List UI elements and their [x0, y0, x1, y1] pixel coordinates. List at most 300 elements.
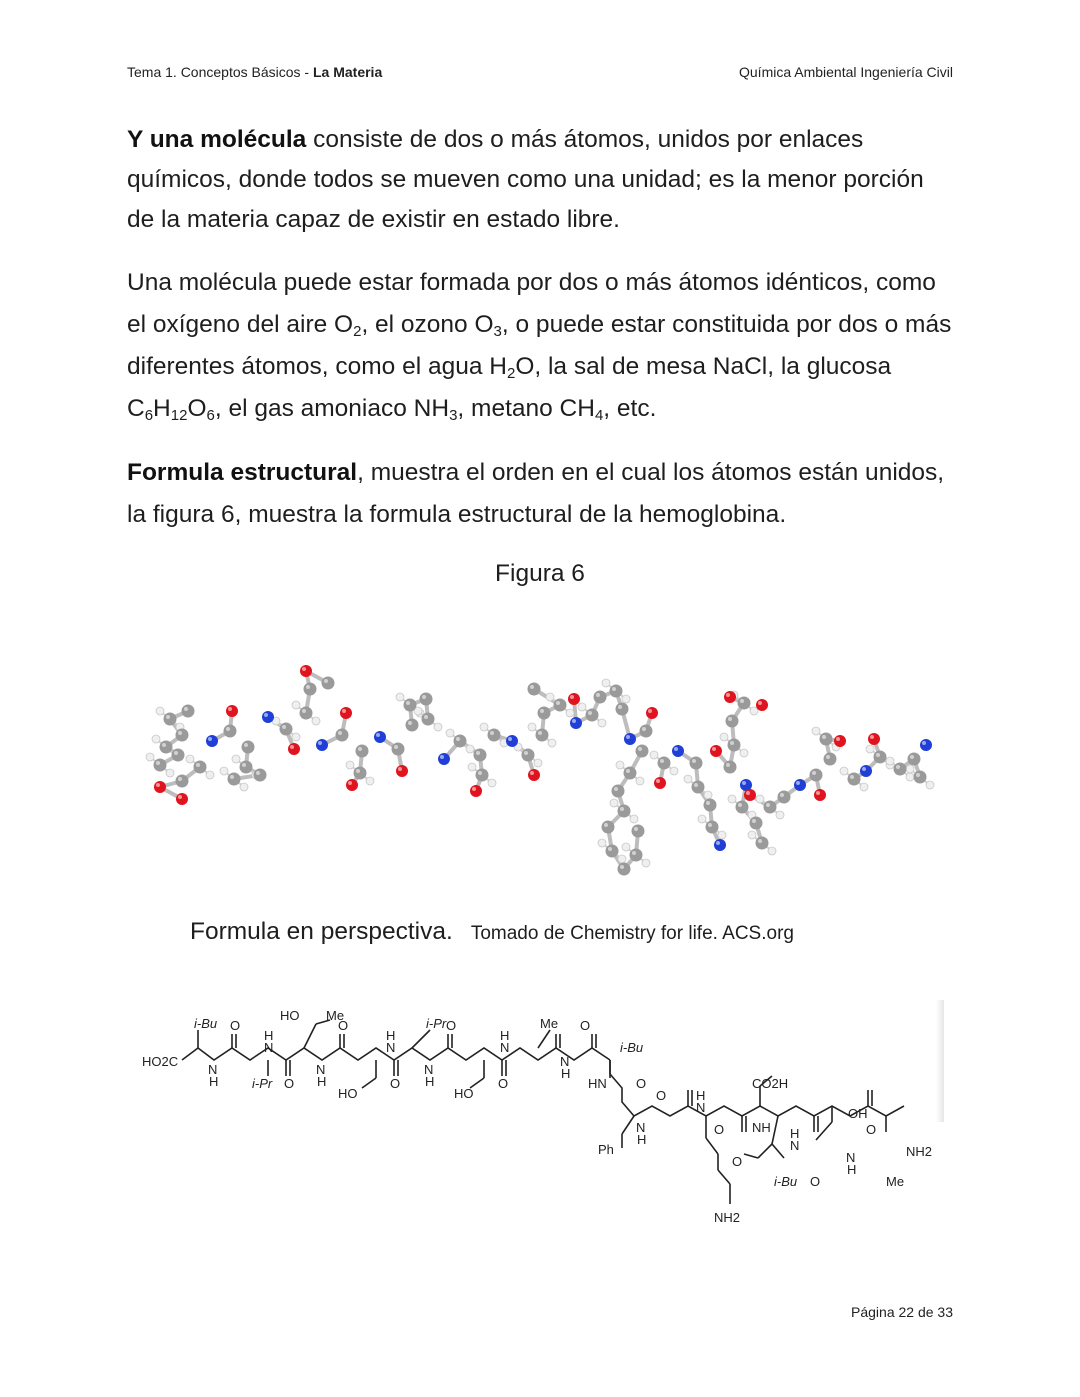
- atom-highlight: [648, 709, 652, 713]
- hydrogen-atom: [598, 839, 606, 847]
- subscript: 6: [206, 407, 215, 424]
- carbon-atom: [228, 773, 241, 786]
- structural-formula-term: Formula estructural: [127, 459, 358, 486]
- carbon-atom: [488, 729, 501, 742]
- label-n: N: [208, 1062, 218, 1077]
- atom-highlight: [632, 851, 636, 855]
- oxygen-atom: [646, 707, 658, 719]
- carbon-atom: [454, 735, 467, 748]
- carbon-atom: [356, 745, 369, 758]
- atom-highlight: [916, 773, 920, 777]
- label-nh: NH: [752, 1120, 771, 1135]
- carbon-atom: [154, 759, 167, 772]
- label-n: N: [386, 1040, 396, 1055]
- label-ho-1: HO: [280, 1008, 300, 1023]
- label-ibu-3: i-Bu: [774, 1174, 798, 1189]
- text: Una molécula puede estar formada por dos o más átomos idénticos, como el oxígeno del aire O: [127, 269, 936, 338]
- label-o: O: [284, 1076, 295, 1091]
- atom-highlight: [876, 753, 880, 757]
- carbon-atom: [610, 685, 623, 698]
- atom-highlight: [478, 771, 482, 775]
- label-n: N: [636, 1120, 646, 1135]
- carbon-atom: [182, 705, 195, 718]
- hydrogen-atom: [670, 767, 678, 775]
- hydrogen-atom: [622, 843, 630, 851]
- atom-highlight: [398, 767, 402, 771]
- atom-highlight: [358, 747, 362, 751]
- nitrogen-atom: [672, 745, 684, 757]
- label-n: N: [500, 1040, 510, 1055]
- paragraph-examples: [127, 262, 957, 430]
- nitrogen-atom: [206, 735, 218, 747]
- carbon-atom: [616, 703, 629, 716]
- oxygen-atom: [724, 691, 736, 703]
- carbon-atom: [724, 761, 737, 774]
- subscript: 2: [353, 323, 362, 340]
- oxygen-atom: [154, 781, 166, 793]
- label-h: H: [264, 1028, 274, 1043]
- label-o: O: [230, 1018, 241, 1033]
- atom-highlight: [306, 685, 310, 689]
- label-ho-2: HO: [338, 1086, 358, 1101]
- carbon-atom: [618, 863, 631, 876]
- carbon-atom: [692, 781, 705, 794]
- hydrogen-atom: [548, 739, 556, 747]
- figure-title: Figura 6: [495, 560, 585, 587]
- subscript: 2: [506, 365, 516, 382]
- text: O: [187, 395, 207, 422]
- carbon-atom: [810, 769, 823, 782]
- atom-highlight: [422, 695, 426, 699]
- hydrogen-atom: [366, 777, 374, 785]
- hydrogen-atom: [446, 729, 454, 737]
- atom-highlight: [162, 743, 166, 747]
- label-oh: OH: [848, 1106, 868, 1121]
- subscript: 3: [449, 407, 458, 424]
- atom-highlight: [642, 727, 646, 731]
- atom-highlight: [746, 791, 750, 795]
- carbon-atom: [632, 825, 645, 838]
- nitrogen-atom: [438, 753, 450, 765]
- label-h: H: [696, 1088, 706, 1103]
- nitrogen-atom: [570, 717, 582, 729]
- label-o: O: [580, 1018, 591, 1033]
- atom-highlight: [706, 801, 710, 805]
- atom-highlight: [862, 767, 866, 771]
- oxygen-atom: [710, 745, 722, 757]
- text: , el ozono O: [361, 311, 494, 338]
- oxygen-atom: [226, 705, 238, 717]
- label-ipr-2: i-Pr: [426, 1016, 447, 1031]
- text: , o puede estar constituida por dos o más diferentes átomos, como el agua H: [127, 311, 952, 380]
- header-topic-bold: La Materia: [312, 64, 383, 80]
- nitrogen-atom: [374, 731, 386, 743]
- paragraph-molecule: [127, 120, 957, 240]
- carbon-atom: [164, 713, 177, 726]
- hydrogen-atom: [886, 757, 894, 765]
- atom-highlight: [208, 737, 212, 741]
- hydrogen-atom: [622, 695, 630, 703]
- text: , metano CH: [457, 395, 595, 422]
- atom-highlight: [726, 763, 730, 767]
- atom-highlight: [692, 759, 696, 763]
- atom-highlight: [156, 761, 160, 765]
- hydrogen-atom: [684, 775, 692, 783]
- atom-highlight: [620, 807, 624, 811]
- atom-highlight: [604, 823, 608, 827]
- carbon-atom: [528, 683, 541, 696]
- carbon-atom: [612, 785, 625, 798]
- header-course: Química Ambiental Ingeniería Civil: [739, 64, 953, 80]
- atom-highlight: [156, 783, 160, 787]
- atom-highlight: [626, 769, 630, 773]
- carbon-atom: [764, 801, 777, 814]
- label-co2h: CO2H: [752, 1076, 789, 1091]
- atom-highlight: [348, 781, 352, 785]
- atom-highlight: [752, 819, 756, 823]
- label-o: O: [714, 1122, 725, 1137]
- label-me-3: Me: [886, 1174, 905, 1189]
- hydrogen-atom: [534, 759, 542, 767]
- atom-highlight: [228, 707, 232, 711]
- atom-highlight: [896, 765, 900, 769]
- carbon-atom: [606, 845, 619, 858]
- carbon-atom: [586, 709, 599, 722]
- nitrogen-atom: [714, 839, 726, 851]
- text: O, la sal de mesa NaCl, la glucosa C: [127, 353, 892, 422]
- atom-highlight: [524, 751, 528, 755]
- carbon-atom: [304, 683, 317, 696]
- hydrogen-atom: [748, 831, 756, 839]
- atom-highlight: [490, 731, 494, 735]
- atom-highlight: [614, 787, 618, 791]
- atom-highlight: [726, 693, 730, 697]
- carbon-atom: [404, 699, 417, 712]
- label-o: O: [390, 1076, 401, 1091]
- oxygen-atom: [340, 707, 352, 719]
- atom-highlight: [440, 755, 444, 759]
- label-n: N: [790, 1138, 800, 1153]
- label-o: O: [338, 1018, 349, 1033]
- label-me-1: Me: [326, 1008, 345, 1023]
- hydrogen-atom: [602, 679, 610, 687]
- carbon-atom: [522, 749, 535, 762]
- label-n: N: [560, 1054, 570, 1069]
- atom-highlight: [318, 741, 322, 745]
- image-edge-shadow: [936, 1000, 944, 1122]
- carbon-atom: [172, 749, 185, 762]
- subscript: 4: [594, 407, 604, 424]
- subscript: 3: [493, 323, 502, 340]
- hydrogen-atom: [720, 733, 728, 741]
- carbon-atom: [242, 741, 255, 754]
- hydrogen-atom: [768, 847, 776, 855]
- label-ph: Ph: [598, 1142, 614, 1157]
- atom-highlight: [656, 779, 660, 783]
- carbon-atom: [336, 729, 349, 742]
- subscript: 12: [170, 407, 188, 424]
- nitrogen-atom: [794, 779, 806, 791]
- label-h: H: [317, 1074, 327, 1089]
- atom-highlight: [174, 751, 178, 755]
- atom-highlight: [740, 699, 744, 703]
- label-n: N: [316, 1062, 326, 1077]
- nitrogen-atom: [920, 739, 932, 751]
- hydrogen-atom: [906, 765, 914, 773]
- atom-highlight: [730, 741, 734, 745]
- hydrogen-atom: [312, 717, 320, 725]
- atom-highlight: [556, 701, 560, 705]
- carbon-atom: [594, 691, 607, 704]
- carbon-atom: [750, 817, 763, 830]
- atom-highlight: [256, 771, 260, 775]
- skeletal-formula: [140, 998, 942, 1238]
- carbon-atom: [554, 699, 567, 712]
- label-ibu-2: i-Bu: [620, 1040, 644, 1055]
- label-h: H: [847, 1162, 857, 1177]
- atom-highlight: [178, 731, 182, 735]
- atom-highlight: [870, 735, 874, 739]
- carbon-atom: [736, 801, 749, 814]
- atom-highlight: [530, 771, 534, 775]
- atom-highlight: [780, 793, 784, 797]
- atom-highlight: [608, 847, 612, 851]
- carbon-atom: [160, 741, 173, 754]
- atom-highlight: [570, 695, 574, 699]
- atom-highlight: [406, 701, 410, 705]
- atom-highlight: [338, 731, 342, 735]
- atom-highlight: [302, 667, 306, 671]
- atom-highlight: [408, 721, 412, 725]
- carbon-atom: [176, 729, 189, 742]
- atom-highlight: [242, 763, 246, 767]
- atom-highlight: [456, 737, 460, 741]
- molecule-term: Y una molécula: [127, 126, 307, 153]
- label-n: N: [264, 1040, 274, 1055]
- atom-highlight: [282, 725, 286, 729]
- label-nh2-2: NH2: [906, 1144, 933, 1159]
- hydrogen-atom: [232, 755, 240, 763]
- atom-highlight: [836, 737, 840, 741]
- atom-highlight: [660, 759, 664, 763]
- atom-highlight: [508, 737, 512, 741]
- atom-highlight: [376, 733, 380, 737]
- label-o: O: [498, 1076, 509, 1091]
- hydrogen-atom: [616, 761, 624, 769]
- atom-highlight: [694, 783, 698, 787]
- atom-highlight: [910, 755, 914, 759]
- atom-highlight: [620, 865, 624, 869]
- hydrogen-atom: [598, 719, 606, 727]
- carbon-atom: [624, 767, 637, 780]
- text: , el gas amoniaco NH: [214, 395, 450, 422]
- carbon-atom: [176, 775, 189, 788]
- atom-highlight: [708, 823, 712, 827]
- hydrogen-atom: [740, 749, 748, 757]
- atom-highlight: [612, 687, 616, 691]
- carbon-atom: [848, 773, 861, 786]
- atom-highlight: [184, 707, 188, 711]
- atom-highlight: [588, 711, 592, 715]
- hydrogen-atom: [698, 815, 706, 823]
- ball-and-stick-model: [130, 655, 950, 895]
- hydrogen-atom: [292, 733, 300, 741]
- atom-highlight: [356, 769, 360, 773]
- carbon-atom: [820, 733, 833, 746]
- atom-highlight: [196, 763, 200, 767]
- hydrogen-atom: [566, 709, 574, 717]
- label-me-2: Me: [540, 1016, 559, 1031]
- atom-highlight: [674, 747, 678, 751]
- hydrogen-atom: [650, 751, 658, 759]
- oxygen-atom: [396, 765, 408, 777]
- header-topic-text: Tema 1. Conceptos Básicos -: [127, 64, 313, 80]
- oxygen-atom: [814, 789, 826, 801]
- label-ho-3: HO: [454, 1086, 474, 1101]
- atom-highlight: [822, 735, 826, 739]
- hydrogen-atom: [704, 791, 712, 799]
- atom-highlight: [638, 747, 642, 751]
- hydrogen-atom: [618, 855, 626, 863]
- label-n: N: [846, 1150, 856, 1165]
- oxygen-atom: [868, 733, 880, 745]
- atom-highlight: [626, 735, 630, 739]
- subscript: 6: [144, 407, 154, 424]
- atom-highlight: [530, 685, 534, 689]
- label-h: H: [637, 1132, 647, 1147]
- label-o: O: [446, 1018, 457, 1033]
- carbon-atom: [636, 745, 649, 758]
- carbon-atom: [476, 769, 489, 782]
- structural-formula-definition: , muestra el orden en el cual los átomos están unidos, la figura 6, muestra la formula estructural de la hemoglobina.: [127, 459, 945, 528]
- atom-highlight: [394, 745, 398, 749]
- atom-highlight: [922, 741, 926, 745]
- molecule-definition: consiste de dos o más átomos, unidos por enlaces químicos, donde todos se mueven como una unidad; es la menor porción de la materia capaz de existir en estado libre.: [127, 126, 924, 233]
- carbon-atom: [640, 725, 653, 738]
- label-h: H: [790, 1126, 800, 1141]
- carbon-atom: [354, 767, 367, 780]
- carbon-atom: [240, 761, 253, 774]
- hydrogen-atom: [220, 767, 228, 775]
- atom-highlight: [716, 841, 720, 845]
- hydrogen-atom: [728, 795, 736, 803]
- carbon-atom: [690, 757, 703, 770]
- label-h: H: [209, 1074, 219, 1089]
- atom-highlight: [738, 803, 742, 807]
- label-h: H: [561, 1066, 571, 1081]
- hydrogen-atom: [240, 783, 248, 791]
- atom-highlight: [178, 795, 182, 799]
- hydrogen-atom: [292, 701, 300, 709]
- atom-highlight: [812, 771, 816, 775]
- oxygen-atom: [654, 777, 666, 789]
- hydrogen-atom: [396, 693, 404, 701]
- label-o: O: [810, 1174, 821, 1189]
- hydrogen-atom: [776, 811, 784, 819]
- atom-highlight: [728, 717, 732, 721]
- carbon-atom: [778, 791, 791, 804]
- label-ipr-1: i-Pr: [252, 1076, 273, 1091]
- atom-highlight: [178, 777, 182, 781]
- atom-highlight: [424, 715, 428, 719]
- atom-highlight: [742, 781, 746, 785]
- oxygen-atom: [346, 779, 358, 791]
- atom-highlight: [540, 709, 544, 713]
- carbon-atom: [824, 753, 837, 766]
- atom-highlight: [342, 709, 346, 713]
- hydrogen-atom: [630, 815, 638, 823]
- atom-highlight: [826, 755, 830, 759]
- hydrogen-atom: [866, 745, 874, 753]
- hydrogen-atom: [434, 723, 442, 731]
- text: H: [153, 395, 171, 422]
- atom-highlight: [572, 719, 576, 723]
- atom-highlight: [244, 743, 248, 747]
- label-o: O: [732, 1154, 743, 1169]
- atom-highlight: [302, 709, 306, 713]
- hydrogen-atom: [756, 795, 764, 803]
- carbon-atom: [914, 771, 927, 784]
- nitrogen-atom: [316, 739, 328, 751]
- hydrogen-atom: [206, 771, 214, 779]
- nitrogen-atom: [506, 735, 518, 747]
- atom-highlight: [816, 791, 820, 795]
- atom-highlight: [618, 705, 622, 709]
- label-o: O: [636, 1076, 647, 1091]
- hydrogen-atom: [152, 735, 160, 743]
- text: , etc.: [603, 395, 657, 422]
- carbon-atom: [392, 743, 405, 756]
- carbon-atom: [300, 707, 313, 720]
- oxygen-atom: [744, 789, 756, 801]
- hydrogen-atom: [636, 777, 644, 785]
- hydrogen-atom: [812, 727, 820, 735]
- carbon-atom: [726, 715, 739, 728]
- atom-highlight: [324, 679, 328, 683]
- hydrogen-atom: [346, 761, 354, 769]
- label-ibu-1: i-Bu: [194, 1016, 218, 1031]
- atom-highlight: [758, 701, 762, 705]
- hydrogen-atom: [578, 703, 586, 711]
- atom-highlight: [634, 827, 638, 831]
- atom-highlight: [476, 751, 480, 755]
- figure-caption: [190, 918, 794, 946]
- oxygen-atom: [834, 735, 846, 747]
- paragraph-structural-formula: [127, 452, 957, 536]
- oxygen-atom: [528, 769, 540, 781]
- atom-highlight: [230, 775, 234, 779]
- nitrogen-atom: [624, 733, 636, 745]
- caption-source: Tomado de Chemistry for life. ACS.org: [470, 923, 794, 944]
- hydrogen-atom: [146, 753, 154, 761]
- atom-highlight: [596, 693, 600, 697]
- hydrogen-atom: [718, 831, 726, 839]
- carbon-atom: [738, 697, 751, 710]
- carbon-atom: [618, 805, 631, 818]
- atom-highlight: [472, 787, 476, 791]
- carbon-atom: [908, 753, 921, 766]
- page-number: Página 22 de 33: [851, 1304, 953, 1320]
- carbon-atom: [874, 751, 887, 764]
- carbon-atom: [422, 713, 435, 726]
- oxygen-atom: [470, 785, 482, 797]
- carbon-atom: [894, 763, 907, 776]
- hydrogen-atom: [480, 723, 488, 731]
- hydrogen-atom: [488, 779, 496, 787]
- carbon-atom: [538, 707, 551, 720]
- hydrogen-atom: [156, 707, 164, 715]
- label-hn: HN: [588, 1076, 607, 1091]
